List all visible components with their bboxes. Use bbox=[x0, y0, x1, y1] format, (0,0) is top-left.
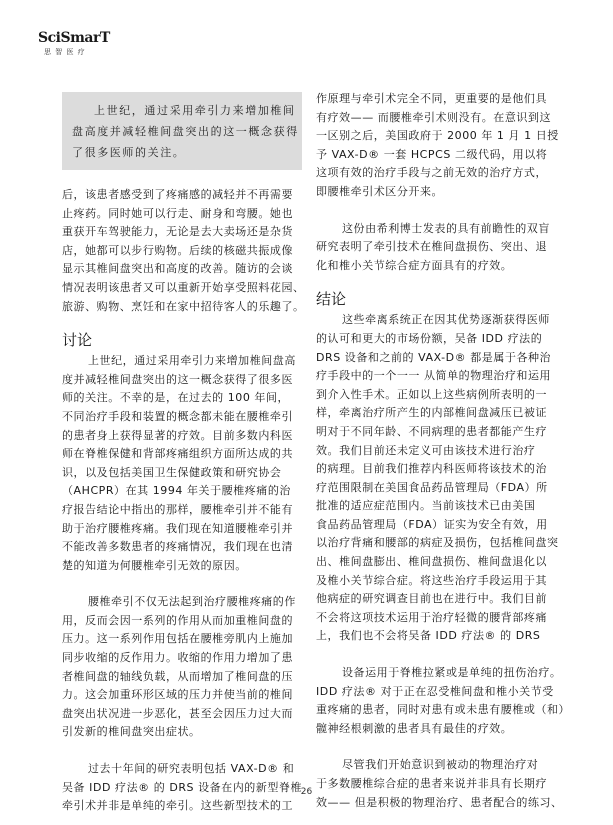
text-line: 这项有效的治疗手段与之前无效的治疗方式， bbox=[316, 166, 547, 180]
text-line: 髋神经根刺激的患者具有最佳的疗效。 bbox=[316, 721, 513, 735]
paragraph bbox=[62, 186, 305, 316]
text-line: 予 VAX-D® 一套 HCPCS 二级代码，用以将 bbox=[316, 147, 548, 161]
text-line: 的认可和更大的市场份额，吴备 IDD 疗法的 bbox=[316, 331, 543, 345]
text-line: 过去十年间的研究表明包括 VAX-D® 和 bbox=[88, 762, 295, 776]
section-heading: 结论 bbox=[316, 290, 347, 309]
text-line: 食品药品管理局（FDA）证实为安全有效，用 bbox=[316, 517, 548, 531]
text-line: 的病理。目前我们推荐内科医师将该技术的治 bbox=[316, 462, 547, 476]
text-line: 的患者身上获得显著的疗效。目前多数内科医 bbox=[62, 428, 293, 442]
paragraph bbox=[316, 220, 552, 276]
right-column bbox=[316, 90, 571, 812]
paragraph bbox=[316, 90, 559, 202]
text-line: 师在脊椎保健和背部疼痛组织方面所达成的共 bbox=[62, 447, 293, 461]
text-line: 情况表明该患者又可以重新开始享受照料花园、 bbox=[62, 280, 305, 294]
text-line: 化和椎小关节综合症方面具有的疗效。 bbox=[316, 258, 513, 272]
text-line: 者椎间盘的轴线负载，从而增加了椎间盘的压 bbox=[62, 669, 293, 683]
text-line: 店，她都可以步行购物。后续的核磁共振成像 bbox=[62, 243, 293, 257]
text-line: 用，反而会因一系列的作用从而加重椎间盘的 bbox=[62, 613, 293, 627]
text-line: 有疗效—— 而腰椎牵引术则没有。在意识到这 bbox=[316, 110, 552, 124]
text-line: 及椎小关节综合症。将这些治疗手段运用于其 bbox=[316, 573, 547, 587]
text-line: 同步收缩的反作用力。收缩的作用力增加了患 bbox=[62, 651, 293, 665]
text-line: 以治疗背痛和腰部的病症及损伤，包括椎间盘突 bbox=[316, 536, 559, 550]
logo-subtitle: 思 智 医 疗 bbox=[44, 48, 86, 56]
text-line: 疗手段中的一个一一 从简单的物理治疗和运用 bbox=[316, 369, 552, 383]
text-line: 显示其椎间盘突出和高度的改善。随访的会谈 bbox=[62, 262, 293, 276]
text-line: 效。我们目前还未定义可由该技术进行治疗 bbox=[316, 443, 536, 457]
paragraph bbox=[316, 664, 571, 738]
text-line: 这些牵离系统正在因其优势逐渐获得医师 bbox=[342, 313, 550, 327]
text-line: 疗报告结论中指出的那样，腰椎牵引并不能有 bbox=[62, 502, 293, 516]
left-column bbox=[62, 186, 305, 816]
pull-quote-line: 上世纪，通过采用牵引力来增加椎间 bbox=[94, 104, 296, 117]
paragraph bbox=[62, 352, 298, 575]
text-line: 样，牵离治疗所产生的内部椎间盘减压已被证 bbox=[316, 406, 547, 420]
text-line: 批准的适应症范围内。当前该技术已由美国 bbox=[316, 499, 536, 513]
text-line: 止疼药。同时她可以行走、耐身和弯腰。她也 bbox=[62, 206, 293, 220]
text-line: 上，我们也不会将吴备 IDD 疗法® 的 DRS bbox=[316, 629, 541, 643]
text-line: 尽管我们开始意识到被动的物理治疗对 bbox=[342, 758, 539, 772]
text-line: 盘突出状况进一步恶化，甚至会因压力过大而 bbox=[62, 706, 293, 720]
text-line: 力。这会加重环形区域的压力并使当前的椎间 bbox=[62, 688, 293, 702]
text-line: 识，以及包括美国卫生保健政策和研究协会 bbox=[62, 465, 282, 479]
text-line: 度并减轻椎间盘突出的这一概念获得了很多医 bbox=[62, 372, 293, 386]
text-line: 吴备 IDD 疗法® 的 DRS 设备在内的新型脊椎 bbox=[62, 780, 303, 794]
text-line: 研究表明了牵引技术在椎间盘损伤、突出、退 bbox=[316, 240, 547, 254]
pull-quote-line: 了很多医师的关注。 bbox=[72, 146, 186, 159]
text-line: IDD 疗法® 对于正在忍受椎间盘和椎小关节受 bbox=[316, 684, 554, 698]
logo-wordmark: SciSmarT bbox=[38, 30, 110, 46]
text-line: 他病症的研究调查目前也在进行中。我们目前 bbox=[316, 592, 547, 606]
text-line: 上世纪，通过采用牵引力来增加椎间盘高 bbox=[88, 354, 296, 368]
text-line: 出、椎间盘膨出、椎间盘损伤、椎间盘退化以 bbox=[316, 555, 547, 569]
text-line: DRS 设备和之前的 VAX-D® 都是属于各种治 bbox=[316, 350, 552, 364]
text-line: 效—— 但是积极的物理治疗、患者配合的练习、 bbox=[316, 795, 563, 809]
text-line: 助于治疗腰椎疼痛。我们现在知道腰椎牵引并 bbox=[62, 521, 293, 535]
section-heading: 讨论 bbox=[62, 331, 93, 350]
text-line: 重疼痛的患者，同时对患有或未患有腰椎或（和） bbox=[316, 703, 571, 717]
text-line: 一区别之后，美国政府于 2000 年 1 月 1 日授 bbox=[316, 129, 559, 143]
paragraph bbox=[62, 593, 298, 742]
paragraph bbox=[316, 311, 559, 646]
pull-quote-line: 盘高度并减轻椎间盘突出的这一概念获得 bbox=[72, 125, 299, 138]
text-line: 这份由希利博士发表的具有前瞻性的双盲 bbox=[342, 221, 550, 235]
text-line: 腰椎牵引不仅无法起到治疗腰椎疼痛的作 bbox=[88, 595, 296, 609]
publisher-logo bbox=[38, 30, 110, 60]
text-line: 不同治疗手段和装置的概念都未能在腰椎牵引 bbox=[62, 409, 293, 423]
text-line: 即腰椎牵引术区分开来。 bbox=[316, 184, 444, 198]
text-line: 到介入性手术。正如以上这些病例所表明的一 bbox=[316, 387, 547, 401]
text-line: 不会将这项技术运用于治疗轻微的腰背部疼痛 bbox=[316, 610, 547, 624]
text-line: 牵引术并非是单纯的牵引。这些新型技术的工 bbox=[62, 799, 293, 813]
text-line: 明对于不同年龄、不同病理的患者都能产生疗 bbox=[316, 424, 547, 438]
text-line: 旅游、购物、烹饪和在家中招待客人的乐趣了。 bbox=[62, 299, 305, 313]
text-line: 重获开车驾驶能力，无论是去大卖场还是杂货 bbox=[62, 225, 293, 239]
text-line: 楚的知道为何腰椎牵引无效的原因。 bbox=[62, 558, 247, 572]
text-line: 于多数腰椎综合症的患者来说并非具有长期疗 bbox=[316, 777, 547, 790]
text-line: 设备运用于脊椎拉紧或是单纯的扭伤治疗。 bbox=[342, 666, 562, 680]
text-line: 引发新的椎间盘突出症状。 bbox=[62, 725, 201, 739]
paragraph bbox=[316, 756, 563, 812]
pull-quote bbox=[62, 92, 302, 170]
text-line: （AHCPR）在其 1994 年关于腰椎疼痛的治 bbox=[62, 484, 291, 498]
page-number: 26 bbox=[300, 787, 313, 797]
text-line: 作原理与牵引术完全不同，更重要的是他们具 bbox=[316, 92, 547, 105]
text-line: 疗范围限制在美国食品药品管理局（FDA）所 bbox=[316, 480, 548, 494]
text-line: 后，该患者感受到了疼痛感的减轻并不再需要 bbox=[62, 188, 293, 201]
text-line: 师的关注。不幸的是，在过去的 100 年间， bbox=[62, 391, 290, 405]
text-line: 不能改善多数患者的疼痛情况，我们现在也清 bbox=[62, 540, 293, 554]
text-line: 压力。这一系列作用包括在腰椎旁肌内上施加 bbox=[62, 632, 293, 646]
